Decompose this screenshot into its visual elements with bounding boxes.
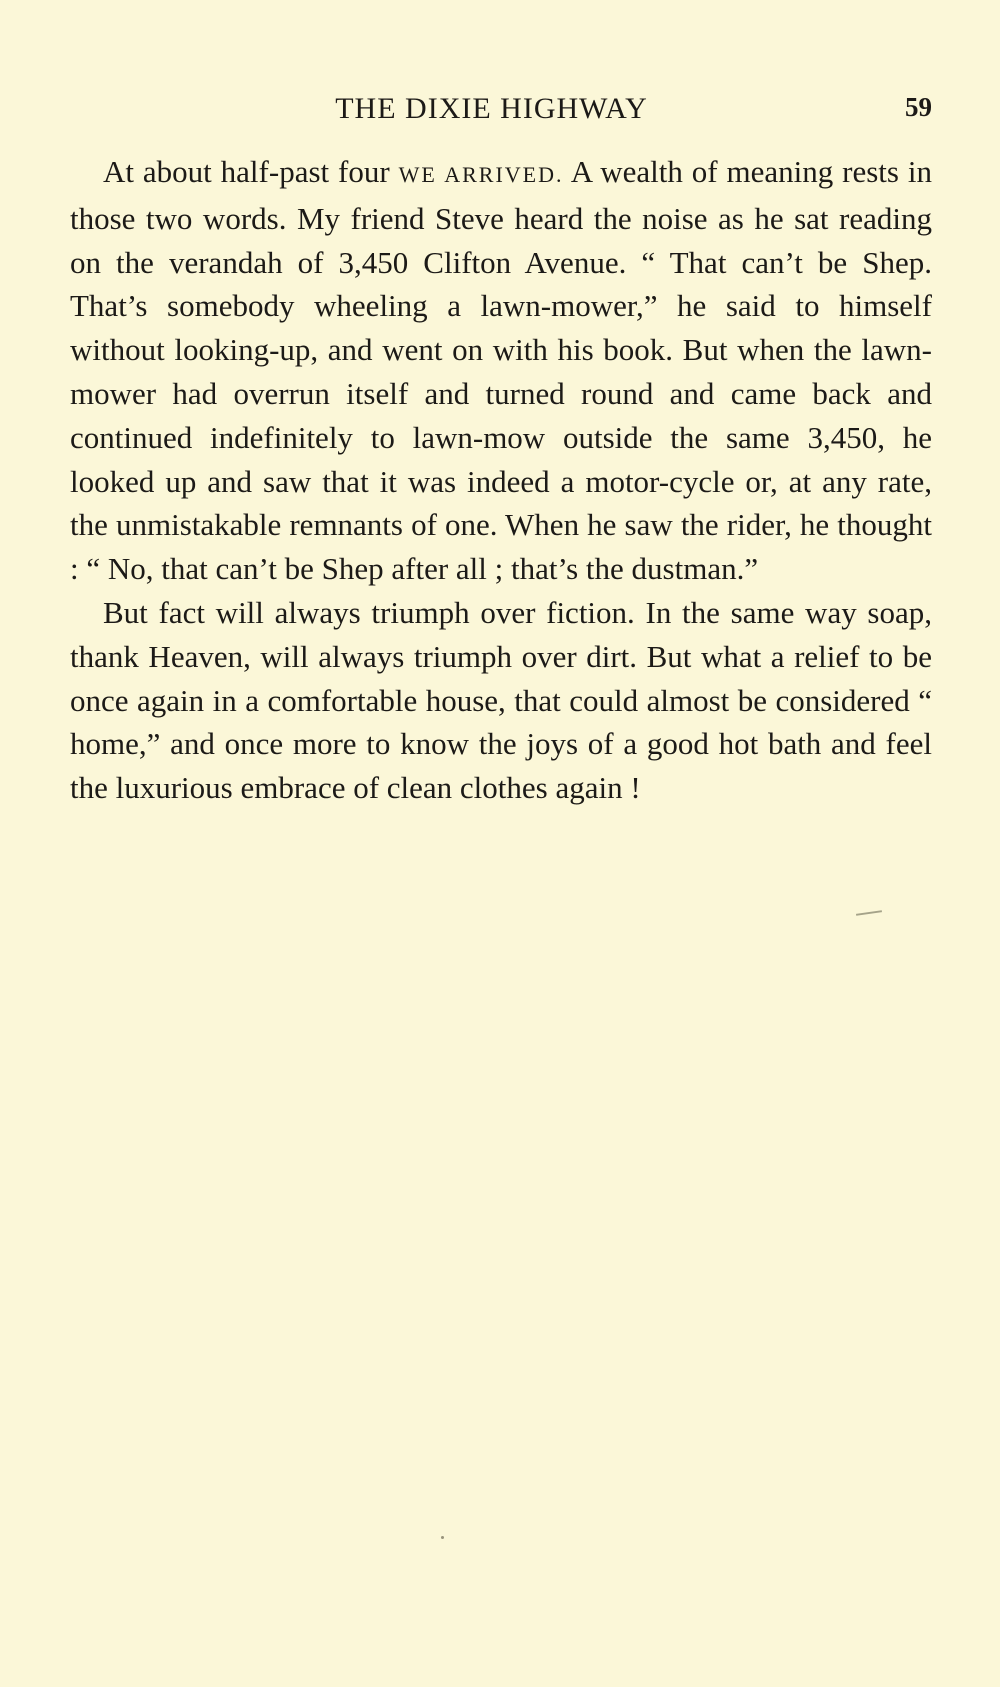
paragraph-1-lead: At about half-past four [103, 154, 399, 189]
body-text [70, 150, 932, 810]
page-number: 59 [905, 92, 932, 122]
stray-ink-dot [441, 1536, 444, 1539]
running-head [70, 86, 932, 138]
paragraph-1 [70, 150, 932, 591]
small-caps-phrase: WE ARRIVED. [398, 162, 564, 187]
paragraph-1-rest: A wealth of meaning rests in those two words. My friend Steve heard the noise as he sat reading on the verandah of 3,450 Clifton Avenue. “ That can’t be Shep. That’s somebody wheeling a lawn-mower,” he said to himself without looking-up, and went on with his book. But when the lawn-mower had overrun itself and turned round and came back and continued indefinitely to lawn-mow outside the same 3,450, he looked up and saw that it was indeed a motor-cycle or, at any rate, the unmistakable remnants of one. When he saw the rider, he thought : “ No, that can’t be Shep after all ; that’s the dustman.” [70, 154, 932, 587]
running-title: THE DIXIE HIGHWAY [335, 92, 648, 125]
paragraph-2: But fact will always triumph over fiction. In the same way soap, thank Heaven, will always triumph over dirt. But what a relief to be once again in a comfortable house, that could almost be considered “ home,” and once more to know the joys of a good hot bath and feel the luxurious embrace of clean clothes again ! [70, 594, 932, 806]
stray-pencil-mark [856, 910, 882, 916]
